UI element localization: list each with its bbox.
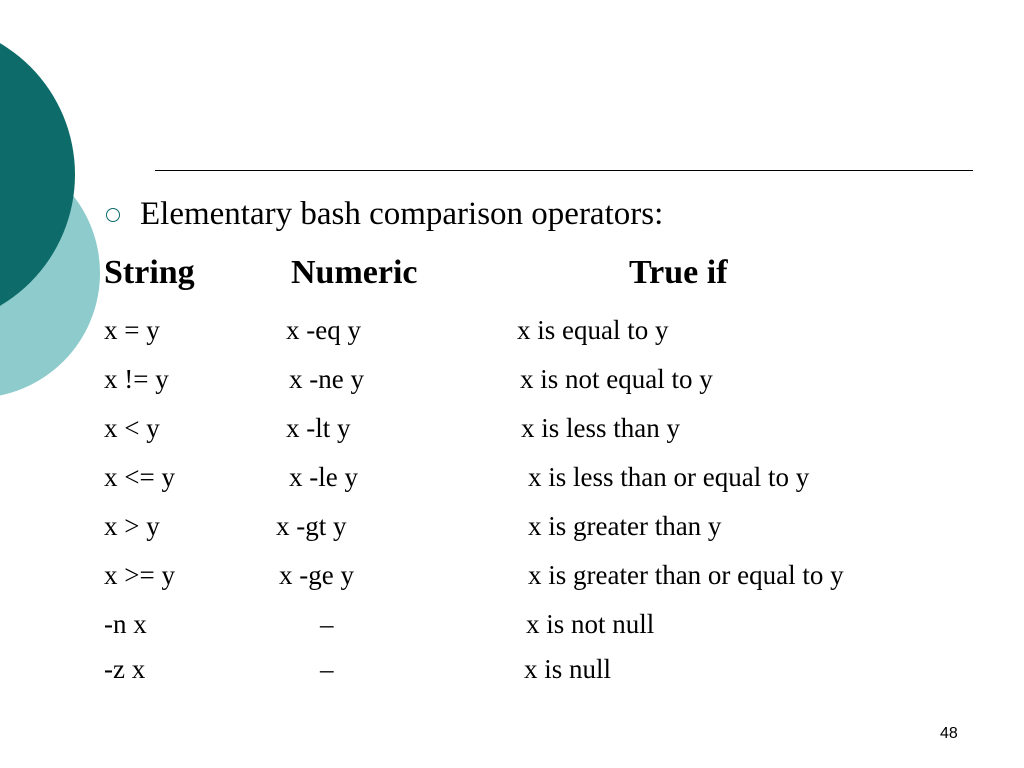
header-numeric: Numeric — [291, 254, 418, 291]
row-numeric-cell: x -lt y — [286, 413, 351, 443]
row-string-cell: x >= y — [104, 560, 175, 590]
row-string-cell: -z x — [104, 654, 146, 684]
row-string-cell: x > y — [104, 511, 160, 541]
row-numeric-cell: x -le y — [289, 462, 358, 492]
bullet-circle-icon — [106, 208, 120, 222]
row-string-cell: x <= y — [104, 462, 175, 492]
title-divider — [155, 170, 973, 171]
row-numeric-cell: x -gt y — [276, 511, 347, 541]
row-true-if-cell: x is equal to y — [517, 315, 669, 345]
row-numeric-cell: – — [320, 609, 334, 639]
row-string-cell: x = y — [104, 315, 160, 345]
header-string: String — [104, 254, 195, 291]
row-string-cell: -n x — [104, 609, 147, 639]
row-numeric-cell: x -ge y — [279, 560, 354, 590]
page-number: 48 — [940, 725, 958, 742]
header-true-if: True if — [629, 254, 728, 291]
row-true-if-cell: x is not null — [526, 609, 655, 639]
row-string-cell: x != y — [104, 364, 169, 394]
bullet-text: Elementary bash comparison operators: — [140, 196, 664, 232]
row-true-if-cell: x is not equal to y — [520, 364, 713, 394]
bullet-item — [106, 196, 663, 233]
row-true-if-cell: x is null — [524, 654, 612, 684]
row-numeric-cell: x -eq y — [286, 315, 361, 345]
row-string-cell: x < y — [104, 413, 160, 443]
row-numeric-cell: x -ne y — [289, 364, 364, 394]
row-numeric-cell: – — [320, 654, 334, 684]
row-true-if-cell: x is less than or equal to y — [528, 462, 810, 492]
row-true-if-cell: x is less than y — [521, 413, 680, 443]
row-true-if-cell: x is greater than y — [528, 511, 722, 541]
row-true-if-cell: x is greater than or equal to y — [528, 560, 844, 590]
